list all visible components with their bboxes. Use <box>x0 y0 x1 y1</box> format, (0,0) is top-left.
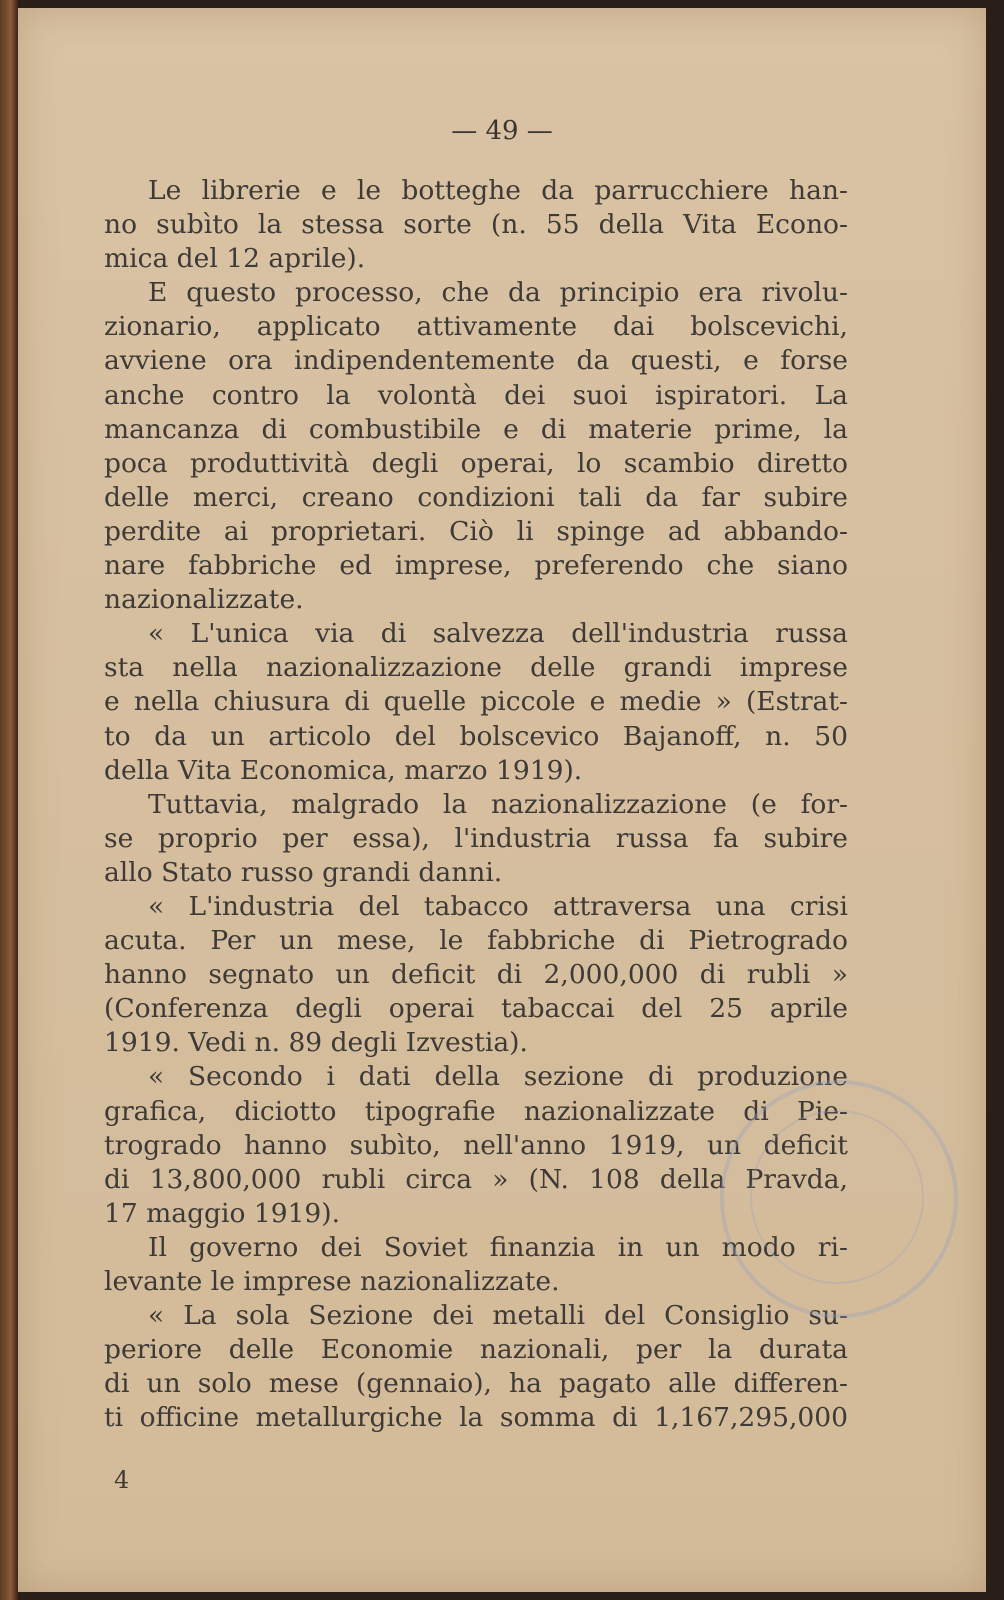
book-spine <box>0 0 18 1600</box>
text-line: nazionalizzate. <box>104 584 304 616</box>
text-line: « L'industria del tabacco attraversa una crisi <box>148 890 848 922</box>
text-line: di un solo mese (gennaio), ha pagato alle differen- <box>104 1368 848 1400</box>
text-line: levante le imprese nazionalizzate. <box>104 1266 560 1297</box>
text-line: della Vita Economica, marzo 1919). <box>104 754 583 786</box>
text-line: perdite ai proprietari. Ciò li spinge ad abbando- <box>104 515 848 547</box>
text-line: delle merci, creano condizioni tali da far subire <box>104 481 848 513</box>
text-line: sta nella nazionalizzazione delle grandi imprese <box>104 652 848 684</box>
text-line: di 13,800,000 rubli circa » (N. 108 della Pravda, <box>104 1163 848 1195</box>
book-page <box>18 8 986 1592</box>
signature-mark: 4 <box>114 1466 130 1494</box>
text-line: ti officine metallurgiche la somma di 1,167,295,000 <box>104 1402 848 1434</box>
text-line: mancanza di combustibile e di materie prime, la <box>104 413 848 445</box>
text-line: mica del 12 aprile). <box>104 243 366 275</box>
text-line: E questo processo, che da principio era rivolu- <box>148 277 848 309</box>
text-line: se proprio per essa), l'industria russa fa subire <box>104 822 848 854</box>
text-line: anche contro la volontà dei suoi ispiratori. La <box>104 379 848 411</box>
text-line: Tuttavia, malgrado la nazionalizzazione (e for- <box>148 788 848 820</box>
text-line: poca produttività degli operai, lo scambio diretto <box>104 447 848 479</box>
text-line: « Secondo i dati della sezione di produzione <box>148 1061 848 1093</box>
text-line: « La sola Sezione dei metalli del Consiglio su- <box>148 1300 848 1332</box>
text-line: 17 maggio 1919). <box>104 1197 341 1229</box>
text-line: no subìto la stessa sorte (n. 55 della Vita Econo- <box>104 209 848 241</box>
text-line: hanno segnato un deficit di 2,000,000 di rubli » <box>104 959 848 991</box>
text-line: nare fabbriche ed imprese, preferendo che siano <box>104 550 848 582</box>
text-line: avviene ora indipendentemente da questi, e forse <box>104 345 848 377</box>
text-line: periore delle Economie nazionali, per la durata <box>104 1334 848 1366</box>
text-line: e nella chiusura di quelle piccole e medie » (Estrat- <box>104 686 848 718</box>
text-line: Il governo dei Soviet finanzia in un modo ri- <box>148 1231 848 1263</box>
text-line: Le librerie e le botteghe da parrucchiere han- <box>148 175 848 206</box>
text-line: to da un articolo del bolscevico Bajanoff, n. 50 <box>104 720 848 752</box>
text-line: acuta. Per un mese, le fabbriche di Pietrogrado <box>104 925 848 957</box>
text-line: « L'unica via di salvezza dell'industria russa <box>148 618 848 650</box>
text-line: allo Stato russo grandi danni. <box>104 856 503 888</box>
text-line: 1919. Vedi n. 89 degli Izvestia). <box>104 1027 528 1059</box>
text-line: grafica, diciotto tipografie nazionalizzate di Pie- <box>104 1095 848 1127</box>
text-line: zionario, applicato attivamente dai bolscevichi, <box>104 311 848 343</box>
text-line: trogrado hanno subìto, nell'anno 1919, un deficit <box>104 1129 848 1161</box>
text-line: (Conferenza degli operai tabaccai del 25 aprile <box>104 993 848 1025</box>
body-text <box>104 174 848 1435</box>
page-number: — 49 — <box>451 116 553 146</box>
